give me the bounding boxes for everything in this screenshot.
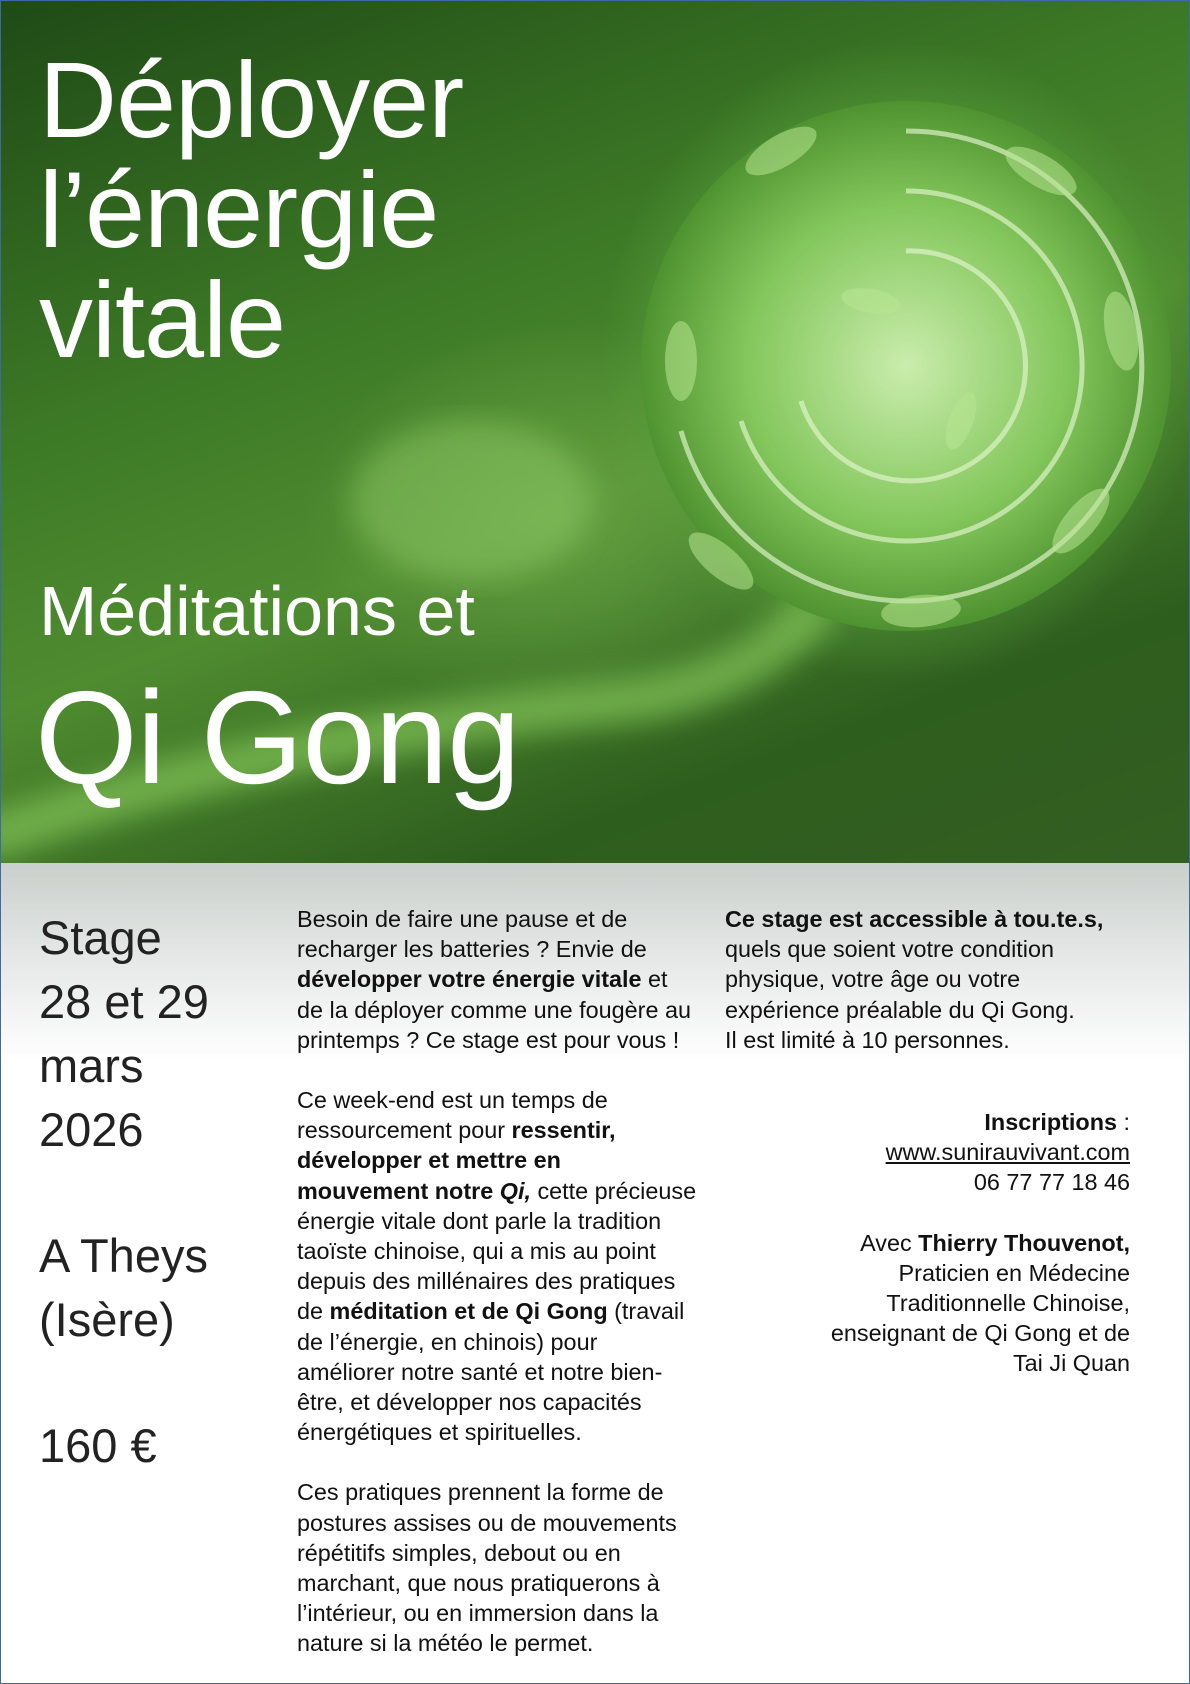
hero-fern-photo	[1, 1, 1190, 863]
description-paragraph: Ces pratiques prennent la forme de postures assises ou de mouvements répétitifs simples, debout ou en marchant, que nous pratiquerons à l’intérieur, ou en immersion dans la nature si la météo le permet.	[297, 1479, 677, 1657]
poster-title	[39, 39, 464, 380]
event-type: Stage	[39, 911, 162, 964]
accessibility-paragraph	[725, 904, 1130, 1055]
registration-separator: :	[1117, 1109, 1130, 1136]
author-prefix: Avec	[860, 1229, 919, 1256]
author-name: Thierry Thouvenot,	[918, 1229, 1130, 1256]
subtitle-meditations: Méditations et	[39, 572, 475, 650]
text-run-bold: Ce stage est accessible à tou.te.s,	[725, 906, 1104, 932]
text-run-bold: méditation et de Qi Gong	[329, 1298, 608, 1325]
author-role-line: Praticien en Médecine	[898, 1259, 1130, 1286]
event-summary-column	[39, 906, 269, 1478]
event-location-line: A Theys	[39, 1229, 208, 1282]
author-role-line: Tai Ji Quan	[1012, 1350, 1130, 1377]
text-run: et de la déployer comme une fougère au printemps ? Ce stage est pour vous !	[297, 966, 691, 1053]
title-line: Déployer	[39, 39, 464, 160]
registration-label: Inscriptions	[984, 1109, 1117, 1136]
description-paragraph	[297, 904, 697, 1055]
author-role-line: Traditionnelle Chinoise,	[886, 1290, 1130, 1317]
text-run: Besoin de faire une pause et de recharger les batteries ? Envie de	[297, 906, 647, 963]
text-run: Il est limité à 10 personnes.	[725, 1026, 1010, 1053]
text-run: cette précieuse énergie vitale dont parle la tradition taoïste chinoise, qui a mis au point depuis des millénaires des pratiques de	[297, 1177, 697, 1325]
event-location-line: (Isère)	[39, 1293, 175, 1346]
description-column-2	[725, 904, 1130, 1409]
subtitle-qi-gong: Qi Gong	[35, 664, 520, 811]
text-run: (travail de l’énergie, en chinois) pour améliorer notre santé et notre bien-être, et développer nos capacités énergétiques et spirituelles.	[297, 1298, 685, 1446]
text-run: quels que soient votre condition physique, votre âge ou votre expérience préalable du Qi Gong.	[725, 936, 1075, 1023]
text-run-bold: développer votre énergie vitale	[297, 966, 642, 993]
title-line: vitale	[39, 259, 286, 380]
text-run-bold: ressentir, développer et mettre en mouvement notre	[297, 1117, 616, 1204]
website-link[interactable]: www.sunirauvivant.com	[885, 1139, 1130, 1166]
event-date-line: 28 et 29	[39, 975, 209, 1028]
description-paragraph	[297, 1085, 697, 1447]
text-run: Ce week-end est un temps de ressourcement pour	[297, 1087, 608, 1144]
title-line: l’énergie	[39, 149, 439, 270]
author-block	[725, 1228, 1130, 1379]
registration-block	[725, 1107, 1130, 1198]
description-column-1	[297, 904, 697, 1684]
event-price: 160 €	[39, 1419, 157, 1472]
author-role-line: enseignant de Qi Gong et de	[830, 1320, 1130, 1347]
event-date-line: 2026	[39, 1103, 144, 1156]
text-run-bold-italic: Qi,	[499, 1177, 531, 1204]
phone-number: 06 77 77 18 46	[973, 1169, 1130, 1196]
event-date-line: mars	[39, 1039, 144, 1092]
